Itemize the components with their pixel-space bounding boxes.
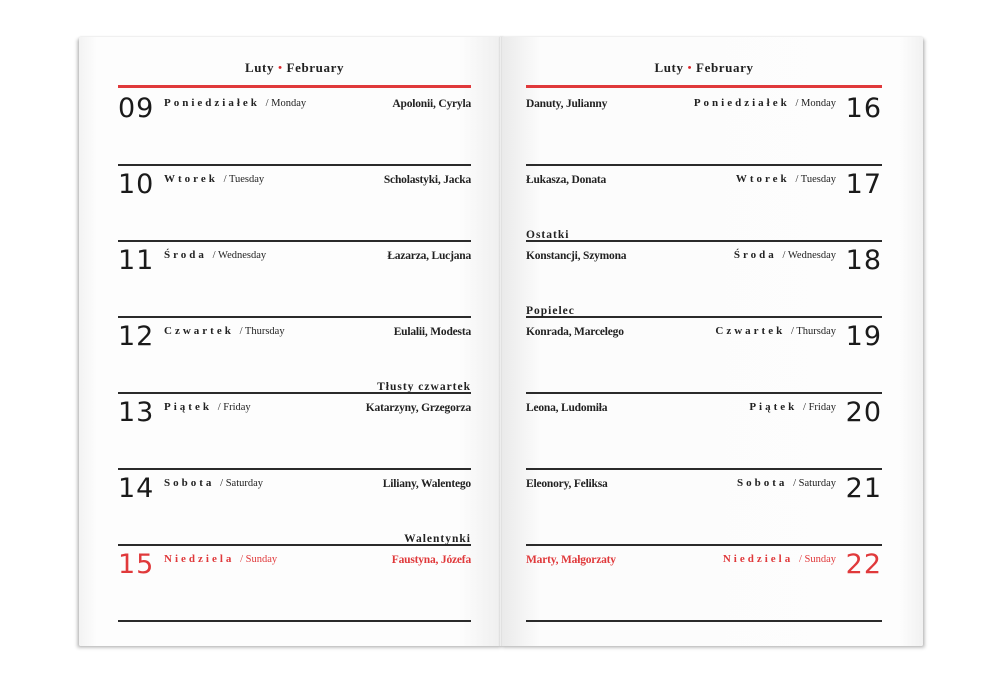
day-row-rule <box>118 620 471 622</box>
day-name-polish: Środa <box>164 249 207 261</box>
day-number: 11 <box>118 245 155 276</box>
holiday-label: Ostatki <box>526 229 570 241</box>
day-name-polish: Poniedziałek <box>693 97 790 109</box>
day-name <box>164 172 264 187</box>
day-number: 14 <box>118 473 155 504</box>
day-name-polish: Wtorek <box>735 173 790 185</box>
nameday-names: Scholastyki, Jacka <box>383 174 471 186</box>
day-name <box>734 248 836 263</box>
day-name <box>164 552 277 567</box>
nameday-names: Konrada, Marcelego <box>526 326 624 338</box>
nameday-names: Katarzyny, Grzegorza <box>365 402 471 414</box>
day-name-polish: Środa <box>733 249 777 261</box>
day-number: 20 <box>845 397 882 428</box>
day-number: 09 <box>118 93 155 124</box>
right-page-header <box>526 60 882 80</box>
day-name-polish: Sobota <box>736 477 788 489</box>
day-name-polish: Poniedziałek <box>164 97 260 109</box>
day-number: 12 <box>118 321 155 352</box>
day-number: 10 <box>118 169 155 200</box>
day-name-english: / Thursday <box>239 326 285 337</box>
day-name-polish: Sobota <box>164 477 215 489</box>
day-row-rule <box>118 468 471 470</box>
day-name-english: / Wednesday <box>782 250 836 261</box>
right-header-rule <box>526 85 882 88</box>
book-spine <box>499 37 502 646</box>
day-name-polish: Wtorek <box>164 173 218 185</box>
day-row-rule <box>118 316 471 318</box>
day-name-english: / Tuesday <box>223 174 265 185</box>
nameday-names: Danuty, Julianny <box>526 98 608 110</box>
day-number: 22 <box>845 549 882 580</box>
holiday-label: Popielec <box>526 305 575 317</box>
day-name <box>694 96 836 111</box>
left-header-rule <box>118 85 471 88</box>
day-name <box>715 324 836 339</box>
day-name <box>164 400 251 415</box>
day-name <box>164 248 266 263</box>
day-name-polish: Niedziela <box>722 553 794 565</box>
nameday-names: Liliany, Walentego <box>382 478 471 490</box>
nameday-names: Eulalii, Modesta <box>393 326 471 338</box>
nameday-names: Faustyna, Józefa <box>391 554 471 566</box>
day-name <box>164 476 263 491</box>
day-row-rule <box>526 392 882 394</box>
day-row-rule <box>526 164 882 166</box>
nameday-names: Marty, Małgorzaty <box>526 554 616 566</box>
day-number: 15 <box>118 549 155 580</box>
day-number: 13 <box>118 397 155 428</box>
day-number: 17 <box>845 169 882 200</box>
day-name-english: / Thursday <box>790 326 836 337</box>
month-english: February <box>696 60 754 75</box>
day-name-english: / Wednesday <box>212 250 267 261</box>
left-page-header <box>118 60 471 80</box>
month-english: February <box>286 60 345 75</box>
day-name-polish: Piątek <box>164 401 212 413</box>
day-name-english: / Friday <box>803 402 836 413</box>
day-name-english: / Sunday <box>240 554 278 565</box>
day-name-polish: Niedziela <box>164 553 235 565</box>
day-number: 21 <box>845 473 882 504</box>
header-separator: • <box>278 62 283 74</box>
day-name <box>737 476 836 491</box>
nameday-names: Eleonory, Feliksa <box>526 478 608 490</box>
nameday-names: Konstancji, Szymona <box>526 250 627 262</box>
day-number: 16 <box>845 93 882 124</box>
day-name-english: / Monday <box>265 98 307 109</box>
nameday-names: Leona, Ludomiła <box>526 402 608 414</box>
day-name-english: / Friday <box>217 402 251 413</box>
day-row-rule <box>526 316 882 318</box>
nameday-names: Apolonii, Cyryla <box>392 98 471 110</box>
day-name-english: / Sunday <box>798 554 836 565</box>
day-name <box>723 552 836 567</box>
day-row-rule <box>118 164 471 166</box>
day-row-rule <box>526 544 882 546</box>
day-name-english: / Saturday <box>220 478 264 489</box>
day-name <box>164 96 306 111</box>
month-polish: Luty <box>654 60 684 75</box>
day-name-english: / Monday <box>795 98 836 109</box>
day-name <box>749 400 836 415</box>
day-name-polish: Piątek <box>749 401 798 413</box>
day-number: 18 <box>845 245 882 276</box>
day-row-rule <box>526 240 882 242</box>
day-number: 19 <box>845 321 882 352</box>
month-polish: Luty <box>244 60 275 75</box>
day-row-rule <box>526 620 882 622</box>
day-name <box>736 172 836 187</box>
day-row-rule <box>118 240 471 242</box>
day-name-polish: Czwartek <box>164 325 234 337</box>
day-row-rule <box>526 468 882 470</box>
day-name-english: / Tuesday <box>795 174 836 185</box>
nameday-names: Łazarza, Lucjana <box>387 250 471 262</box>
nameday-names: Łukasza, Donata <box>526 174 607 186</box>
holiday-label: Walentynki <box>404 533 471 545</box>
header-separator: • <box>687 62 693 74</box>
holiday-label: Tłusty czwartek <box>377 381 471 393</box>
day-name-polish: Czwartek <box>715 325 786 337</box>
day-name-english: / Saturday <box>793 478 836 489</box>
day-name <box>164 324 285 339</box>
